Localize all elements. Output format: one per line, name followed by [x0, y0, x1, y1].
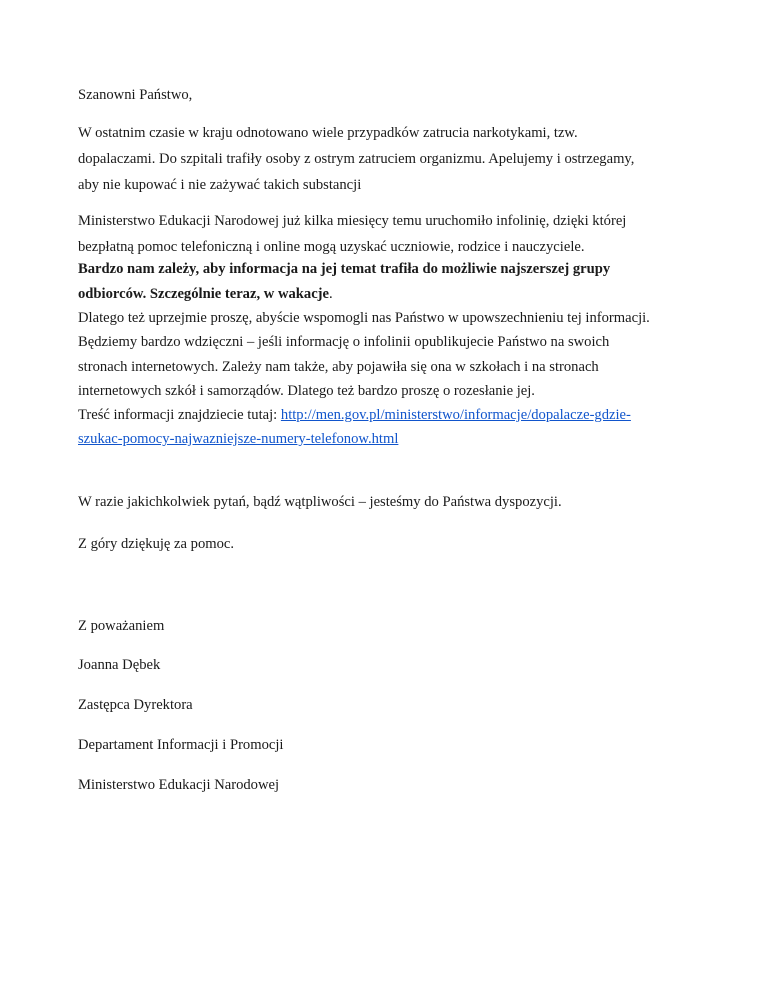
thanks-line: Z góry dziękuję za pomoc.: [78, 536, 235, 552]
paragraph-1-line-3: aby nie kupować i nie zażywać takich substancji: [78, 177, 362, 193]
paragraph-1-line-2: dopalaczami. Do szpitali trafiły osoby z ostrym zatruciem organizmu. Apelujemy i ostrzegamy,: [78, 151, 635, 167]
bold-emphasis-text: odbiorców. Szczególnie teraz, w wakacje: [78, 286, 330, 302]
salutation: Szanowni Państwo,: [78, 87, 193, 103]
paragraph-2-line-2: bezpłatną pomoc telefoniczną i online mogą uzyskać uczniowie, rodzice i nauczyciele.: [78, 239, 585, 255]
department: Departament Informacji i Promocji: [78, 737, 284, 753]
paragraph-2-line-1: Ministerstwo Edukacji Narodowej już kilka miesięcy temu uruchomiło infolinię, dzięki której: [78, 213, 627, 229]
bold-emphasis-period: .: [329, 286, 333, 302]
signatory-title: Zastępca Dyrektora: [78, 697, 193, 713]
info-link[interactable]: http://men.gov.pl/ministerstwo/informacje/dopalacze-gdzie-: [280, 407, 631, 423]
info-link-continued[interactable]: szukac-pomocy-najwazniejsze-numery-telefonow.html: [78, 431, 399, 447]
ministry: Ministerstwo Edukacji Narodowej: [78, 777, 280, 793]
link-intro: Treść informacji znajdziecie tutaj:: [78, 407, 281, 423]
paragraph-3-line-4: internetowych szkół i samorządów. Dlatego też bardzo proszę o rozesłanie jej.: [78, 383, 535, 399]
paragraph-1-line-1: W ostatnim czasie w kraju odnotowano wiele przypadków zatrucia narkotykami, tzw.: [78, 125, 578, 141]
signatory-name: Joanna Dębek: [78, 657, 161, 673]
paragraph-3-line-1: Dlatego też uprzejmie proszę, abyście wspomogli nas Państwo w upowszechnieniu tej informacji.: [78, 310, 650, 326]
bold-emphasis-line-2: [78, 285, 333, 303]
closing: Z poważaniem: [78, 618, 165, 634]
paragraph-3-line-3: stronach internetowych. Zależy nam także, aby pojawiła się ona w szkołach i na stronach: [78, 359, 599, 375]
link-line-2: [78, 430, 398, 448]
link-line-1: [78, 406, 631, 424]
paragraph-3-line-2: Będziemy bardzo wdzięczni – jeśli informację o infolinii opublikujecie Państwo na swoich: [78, 334, 610, 350]
questions-line: W razie jakichkolwiek pytań, bądź wątpliwości – jesteśmy do Państwa dyspozycji.: [78, 494, 562, 510]
bold-emphasis-line-1: Bardzo nam zależy, aby informacja na jej temat trafiła do możliwie najszerszej grupy: [78, 261, 611, 277]
